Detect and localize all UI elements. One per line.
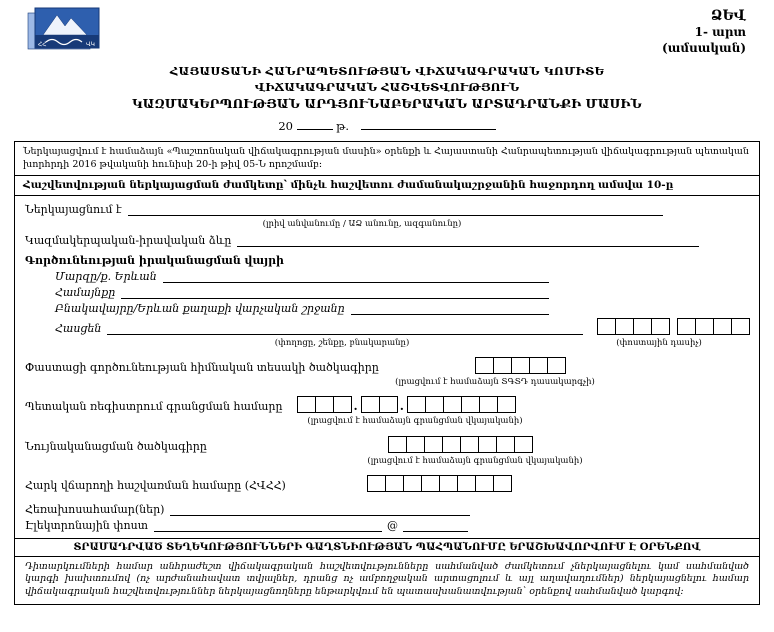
digit-cell[interactable]: [478, 436, 497, 453]
digit-cell[interactable]: [315, 396, 334, 413]
digit-cell[interactable]: [493, 357, 512, 374]
digit-cell[interactable]: [424, 436, 443, 453]
presented-by-input[interactable]: [128, 203, 663, 216]
phone-input[interactable]: [170, 503, 470, 516]
region-input[interactable]: [163, 270, 549, 283]
digit-cell[interactable]: [461, 396, 480, 413]
field-legal-form: [25, 234, 749, 247]
digit-cell[interactable]: [361, 396, 380, 413]
form-number: 1- արտ: [694, 25, 746, 39]
digit-cell[interactable]: [511, 357, 530, 374]
year-input[interactable]: [297, 118, 333, 130]
tin-label: Հարկ վճարողի հաշվառման համարը (ՀՎՀՀ): [25, 479, 286, 492]
address-label: Հասցեն: [55, 322, 102, 335]
deadline-text: Հաշվետվության ներկայացման ժամկետը՝ մինչև հաշվետու ժամանակաշրջանին հաջորդող ամսվա 10-ը: [15, 176, 759, 196]
armstat-mountain-logo-icon: [26, 6, 102, 54]
postal-code-cells[interactable]: [677, 318, 749, 335]
digit-cell[interactable]: [651, 318, 670, 335]
id-code-note: (լրացվում է համաձայն գրանցման վկայականի): [367, 456, 583, 466]
year-suffix: թ.: [336, 119, 350, 133]
postal-code-note: (փոստային դասիչ): [616, 338, 702, 348]
svg-text:ՀՀ: ՀՀ: [38, 41, 47, 48]
community-input[interactable]: [121, 286, 549, 299]
digit-cell[interactable]: [529, 357, 548, 374]
field-phone: [25, 503, 749, 516]
register-number-cells-1[interactable]: [297, 396, 351, 413]
field-id-code: [25, 436, 749, 453]
activity-code-label: Փաստացի գործունեության հիմնական տեսակի ծածկագիրը: [25, 361, 379, 374]
liability-text: Դիտարկումների համար անհրաժեշտ վիճակագրական հաշվետվությունները սահմանված ժամկետում չներկայացնելու կամ սահմանված կարգի խախտումով (ոչ արժանահավատ տվյալներ, դրանց ոչ ամբողջական արտացոլում և այլ աղավաղումներ) ներկայացնելու համար վիճակագրական հաշվետվություններ ներկայացնողները ենթարկվում են պատասխանատվության՝ օրենքով սահմանված կարգով։: [25, 561, 749, 597]
location-heading: Գործունեության իրականացման վայրի: [25, 254, 284, 267]
page-title: ԿԱԶՄԱԿԵՐՊՈՒԹՅԱՆ ԱՐԴՅՈՒՆԱԲԵՐԱԿԱՆ ԱՐՏԱԴՐԱՆՔԻ ՄԱՍԻՆ: [132, 96, 642, 111]
presented-by-label: Ներկայացնում է: [25, 203, 122, 216]
digit-cell[interactable]: [731, 318, 750, 335]
field-email: [25, 519, 749, 532]
field-register-number: [25, 396, 749, 413]
field-region: [25, 270, 749, 283]
register-number-cells-3[interactable]: [407, 396, 515, 413]
digit-cell[interactable]: [460, 436, 479, 453]
field-settlement: [25, 302, 749, 315]
form-code-block: [662, 8, 746, 56]
document-titles: [0, 64, 774, 133]
field-activity-code: [25, 357, 749, 374]
digit-cell[interactable]: [407, 396, 426, 413]
digit-cell[interactable]: [443, 396, 462, 413]
period-input[interactable]: [361, 118, 496, 130]
digit-cell[interactable]: [547, 357, 566, 374]
legal-form-label: Կազմակերպական-իրավական ձևը: [25, 234, 232, 247]
form-periodicity: (ամսական): [662, 41, 746, 55]
form-label: ՁԵՎ: [710, 8, 746, 24]
region-label: Մարզը/ք. Երևան: [55, 270, 157, 283]
committee-title: ՀԱՅԱՍՏԱՆԻ ՀԱՆՐԱՊԵՏՈՒԹՅԱՆ ՎԻՃԱԿԱԳՐԱԿԱՆ ԿՈՄԻՏԵ: [169, 64, 605, 78]
digit-cell[interactable]: [496, 436, 515, 453]
digit-cell[interactable]: [493, 475, 512, 492]
field-presented-by: [25, 203, 749, 216]
register-number-note: (լրացվում է համաձայն գրանցման վկայականի): [307, 416, 523, 426]
report-type-title: ՎԻՃԱԿԱԳՐԱԿԱՆ ՀԱՇՎԵՏՎՈՒԹՅՈՒՆ: [254, 80, 520, 94]
digit-cell[interactable]: [695, 318, 714, 335]
digit-cell[interactable]: [457, 475, 476, 492]
email-label: Էլեկտրոնային փոստ: [25, 519, 148, 532]
top-bar: [0, 0, 774, 58]
digit-cell[interactable]: [713, 318, 732, 335]
digit-cell[interactable]: [677, 318, 696, 335]
address-input[interactable]: [107, 322, 583, 335]
community-label: Համայնքը: [55, 286, 116, 299]
digit-cell[interactable]: [388, 436, 407, 453]
digit-cell[interactable]: [597, 318, 616, 335]
digit-cell[interactable]: [421, 475, 440, 492]
armstat-logo: [26, 6, 102, 58]
address-code-cells[interactable]: [597, 318, 669, 335]
id-code-label: Նույնականացման ծածկագիրը: [25, 440, 207, 453]
at-sign: @: [386, 519, 398, 532]
digit-cell[interactable]: [439, 475, 458, 492]
year-line: [0, 118, 774, 133]
digit-cell[interactable]: [367, 475, 386, 492]
activity-code-cells[interactable]: [475, 357, 565, 374]
legal-basis-text: Ներկայացվում է համաձայն «Պաշտոնական վիճակագրության մասին» օրենքի և Հայաստանի Հանրապետության վիճակագրության պետական խորհրդի 2016 թվականի հունիսի 20-ի թիվ 05-Ն որոշմամբ։: [15, 142, 759, 176]
form-fields: [15, 196, 759, 538]
digit-cell[interactable]: [379, 396, 398, 413]
field-community: [25, 286, 749, 299]
field-address: [25, 318, 749, 335]
register-number-cells-2[interactable]: [361, 396, 397, 413]
register-separator-2: .: [399, 399, 404, 413]
legal-form-input[interactable]: [237, 234, 699, 247]
activity-code-note: (լրացվում է համաձայն ՏԳՏԴ դասակարգչի): [395, 377, 595, 387]
address-notes-row: [25, 338, 749, 348]
digit-cell[interactable]: [333, 396, 352, 413]
digit-cell[interactable]: [497, 396, 516, 413]
confidentiality-title: ՏՐԱՄԱԴՐՎԱԾ ՏԵՂԵԿՈՒԹՅՈՒՆՆԵՐԻ ԳԱՂՏՆԻՈՒԹՅԱՆ ՊԱՀՊԱՆՈՒՄԸ ԵՐԱՇԽԱՎՈՐՎՈՒՄ Է ՕՐԵՆՔՈՎ: [15, 539, 759, 557]
tin-cells[interactable]: [367, 475, 511, 492]
email-domain-input[interactable]: [403, 519, 468, 532]
confidentiality-section: [15, 538, 759, 604]
svg-text:ՎԿ: ՎԿ: [86, 41, 95, 48]
form-body: [14, 141, 760, 605]
digit-cell[interactable]: [406, 436, 425, 453]
register-number-label: Պետական ռեգիստրում գրանցման համարը: [25, 400, 283, 413]
settlement-label: Բնակավայրը/Երևան քաղաքի վարչական շրջանը: [55, 302, 345, 315]
digit-cell[interactable]: [475, 475, 494, 492]
digit-cell[interactable]: [403, 475, 422, 492]
digit-cell[interactable]: [475, 357, 494, 374]
digit-cell[interactable]: [479, 396, 498, 413]
field-tin: [25, 475, 749, 492]
id-code-cells[interactable]: [388, 436, 532, 453]
settlement-input[interactable]: [351, 302, 549, 315]
phone-label: Հեռախոսահամար(ներ): [25, 503, 165, 516]
email-local-input[interactable]: [154, 519, 382, 532]
presented-by-note: (լրիվ անվանումը / ԱՁ անունը, ազգանունը): [262, 219, 462, 229]
address-line-note: (փողոցը, շենքը, բնակարանը): [274, 338, 410, 348]
digit-cell[interactable]: [442, 436, 461, 453]
year-prefix: 20: [278, 119, 293, 133]
digit-cell[interactable]: [514, 436, 533, 453]
register-separator-1: .: [353, 399, 358, 413]
digit-cell[interactable]: [615, 318, 634, 335]
digit-cell[interactable]: [385, 475, 404, 492]
digit-cell[interactable]: [425, 396, 444, 413]
digit-cell[interactable]: [633, 318, 652, 335]
digit-cell[interactable]: [297, 396, 316, 413]
